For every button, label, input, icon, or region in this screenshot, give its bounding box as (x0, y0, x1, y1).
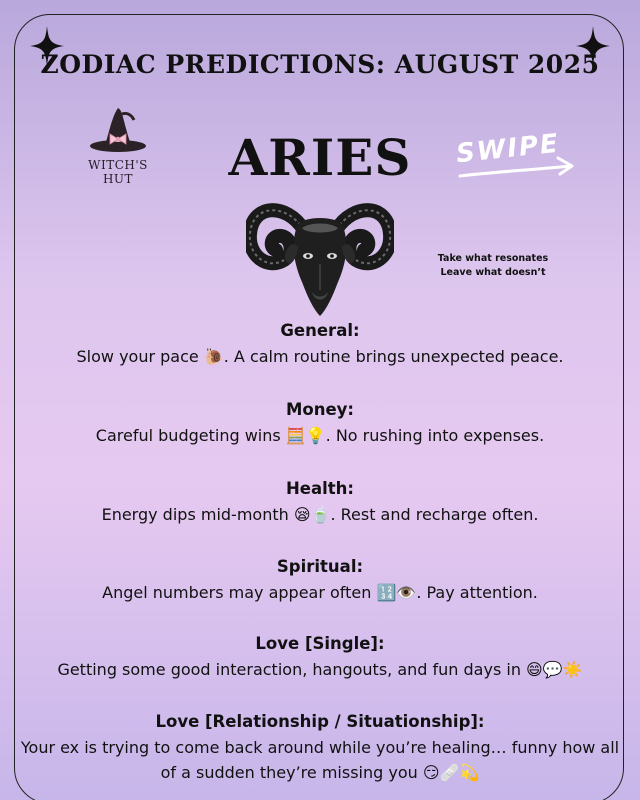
zodiac-sign-title: ARIES (228, 128, 412, 187)
section-body: Careful budgeting wins 🧮💡. No rushing into expenses. (95, 426, 545, 445)
disclaimer-note (418, 252, 568, 280)
section-body: Your ex is trying to come back around while you’re healing… funny how all of a sudden they’re missing you 😏🩹💫 (20, 738, 620, 782)
section-body: Getting some good interaction, hangouts, and fun days in 😄💬☀️ (57, 660, 583, 679)
section-title: Health: (285, 479, 355, 498)
section-body: Angel numbers may appear often 🔢👁️. Pay attention. (102, 583, 538, 602)
swipe-label: SWIPE (454, 128, 562, 170)
section-title: Money: (285, 400, 355, 419)
arrow-right-icon (452, 154, 582, 184)
section-title: General: (280, 321, 360, 340)
note-line-2: Leave what doesn’t (440, 267, 546, 278)
section-body: Slow your pace 🐌. A calm routine brings unexpected peace. (76, 347, 564, 366)
section-spiritual (20, 556, 620, 605)
section-title: Love [Relationship / Situationship]: (155, 712, 485, 731)
section-love-single (20, 633, 620, 682)
swipe-hint (452, 130, 582, 186)
note-line-1: Take what resonates (437, 253, 549, 264)
section-money (20, 399, 620, 448)
ram-head-icon (246, 194, 394, 318)
page-title: ZODIAC PREDICTIONS: AUGUST 2025 (40, 50, 600, 79)
section-general (20, 320, 620, 369)
section-body: Energy dips mid-month 😪🍵. Rest and recharge often. (101, 505, 539, 524)
brand-name: WITCH'S HUT (88, 158, 148, 186)
section-title: Love [Single]: (255, 634, 385, 653)
section-title: Spiritual: (276, 557, 364, 576)
section-love-relationship (20, 711, 620, 785)
section-health (20, 478, 620, 527)
